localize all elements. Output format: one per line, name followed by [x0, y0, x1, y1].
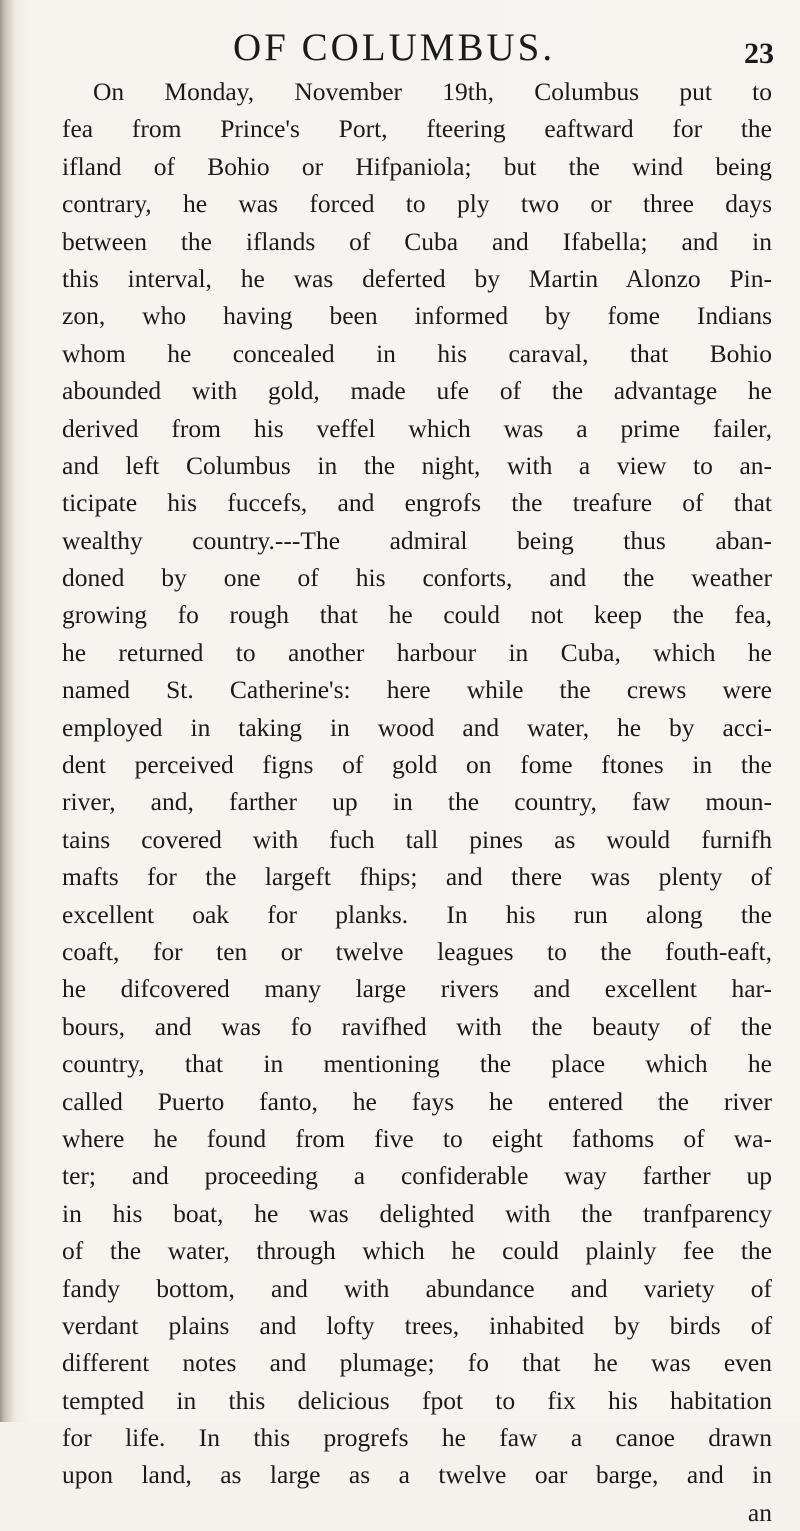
body-text: [62, 73, 772, 1531]
text-line: tempted in this delicious fpot to fix his habitation: [62, 1385, 772, 1415]
text-line: country, that in mentioning the place which he: [62, 1049, 772, 1079]
text-line: of the water, through which he could plainly fee the: [62, 1236, 772, 1266]
text-line: excellent oak for planks. In his run along the: [62, 899, 772, 929]
text-line: contrary, he was forced to ply two or three days: [62, 189, 772, 219]
text-line: he returned to another harbour in Cuba, which he: [62, 637, 772, 667]
text-line: abounded with gold, made ufe of the advantage he: [62, 376, 772, 406]
text-line: in his boat, he was delighted with the tranfparency: [62, 1198, 772, 1228]
text-line: and left Columbus in the night, with a view to an-: [62, 450, 772, 480]
text-line: tains covered with fuch tall pines as would furnifh: [62, 824, 772, 854]
text-line: derived from his veffel which was a prime failer,: [62, 413, 772, 443]
text-line: growing fo rough that he could not keep the fea,: [62, 600, 772, 630]
text-line: On Monday, November 19th, Columbus put to: [93, 77, 772, 106]
text-line: between the iflands of Cuba and Ifabella; and in: [62, 226, 772, 256]
text-line: dent perceived figns of gold on fome ftones in the: [62, 750, 772, 780]
text-line: for life. In this progrefs he faw a canoe drawn: [62, 1423, 772, 1453]
text-line: he difcovered many large rivers and excellent har-: [62, 974, 772, 1004]
text-line: ifland of Bohio or Hifpaniola; but the wind being: [62, 151, 772, 181]
catchword: an: [747, 1497, 772, 1527]
text-line: employed in taking in wood and water, he by acci-: [62, 712, 772, 742]
text-line: doned by one of his conforts, and the weather: [62, 563, 772, 593]
text-line: zon, who having been informed by fome Indians: [62, 301, 772, 331]
text-line: ter; and proceeding a confiderable way farther up: [62, 1161, 772, 1191]
binding-gutter: [0, 0, 14, 1422]
text-line: upon land, as large as a twelve oar barge, and in: [62, 1460, 772, 1490]
text-line: different notes and plumage; fo that he was even: [62, 1348, 772, 1378]
text-line: mafts for the largeft fhips; and there was plenty of: [62, 862, 772, 892]
text-line: wealthy country.---The admiral being thus aban-: [62, 525, 772, 555]
text-line: coaft, for ten or twelve leagues to the fouth-eaft,: [62, 936, 772, 966]
text-line: fandy bottom, and with abundance and variety of: [62, 1273, 772, 1303]
text-line: verdant plains and lofty trees, inhabited by birds of: [62, 1310, 772, 1340]
text-line: fea from Prince's Port, fteering eaftward for the: [62, 114, 772, 144]
text-line: ticipate his fuccefs, and engrofs the treafure of that: [62, 488, 772, 518]
text-line: river, and, farther up in the country, faw moun-: [62, 787, 772, 817]
text-line: called Puerto fanto, he fays he entered the river: [62, 1086, 772, 1116]
text-line: named St. Catherine's: here while the crews were: [62, 675, 772, 705]
running-head: OF COLUMBUS.: [233, 26, 556, 69]
text-line: this interval, he was deferted by Martin Alonzo Pin-: [62, 263, 772, 293]
text-line: where he found from five to eight fathoms of wa-: [62, 1123, 772, 1153]
page-number: 23: [744, 37, 774, 70]
text-line: whom he concealed in his caraval, that Bohio: [62, 338, 772, 368]
text-line: bours, and was fo ravifhed with the beauty of the: [62, 1011, 772, 1041]
